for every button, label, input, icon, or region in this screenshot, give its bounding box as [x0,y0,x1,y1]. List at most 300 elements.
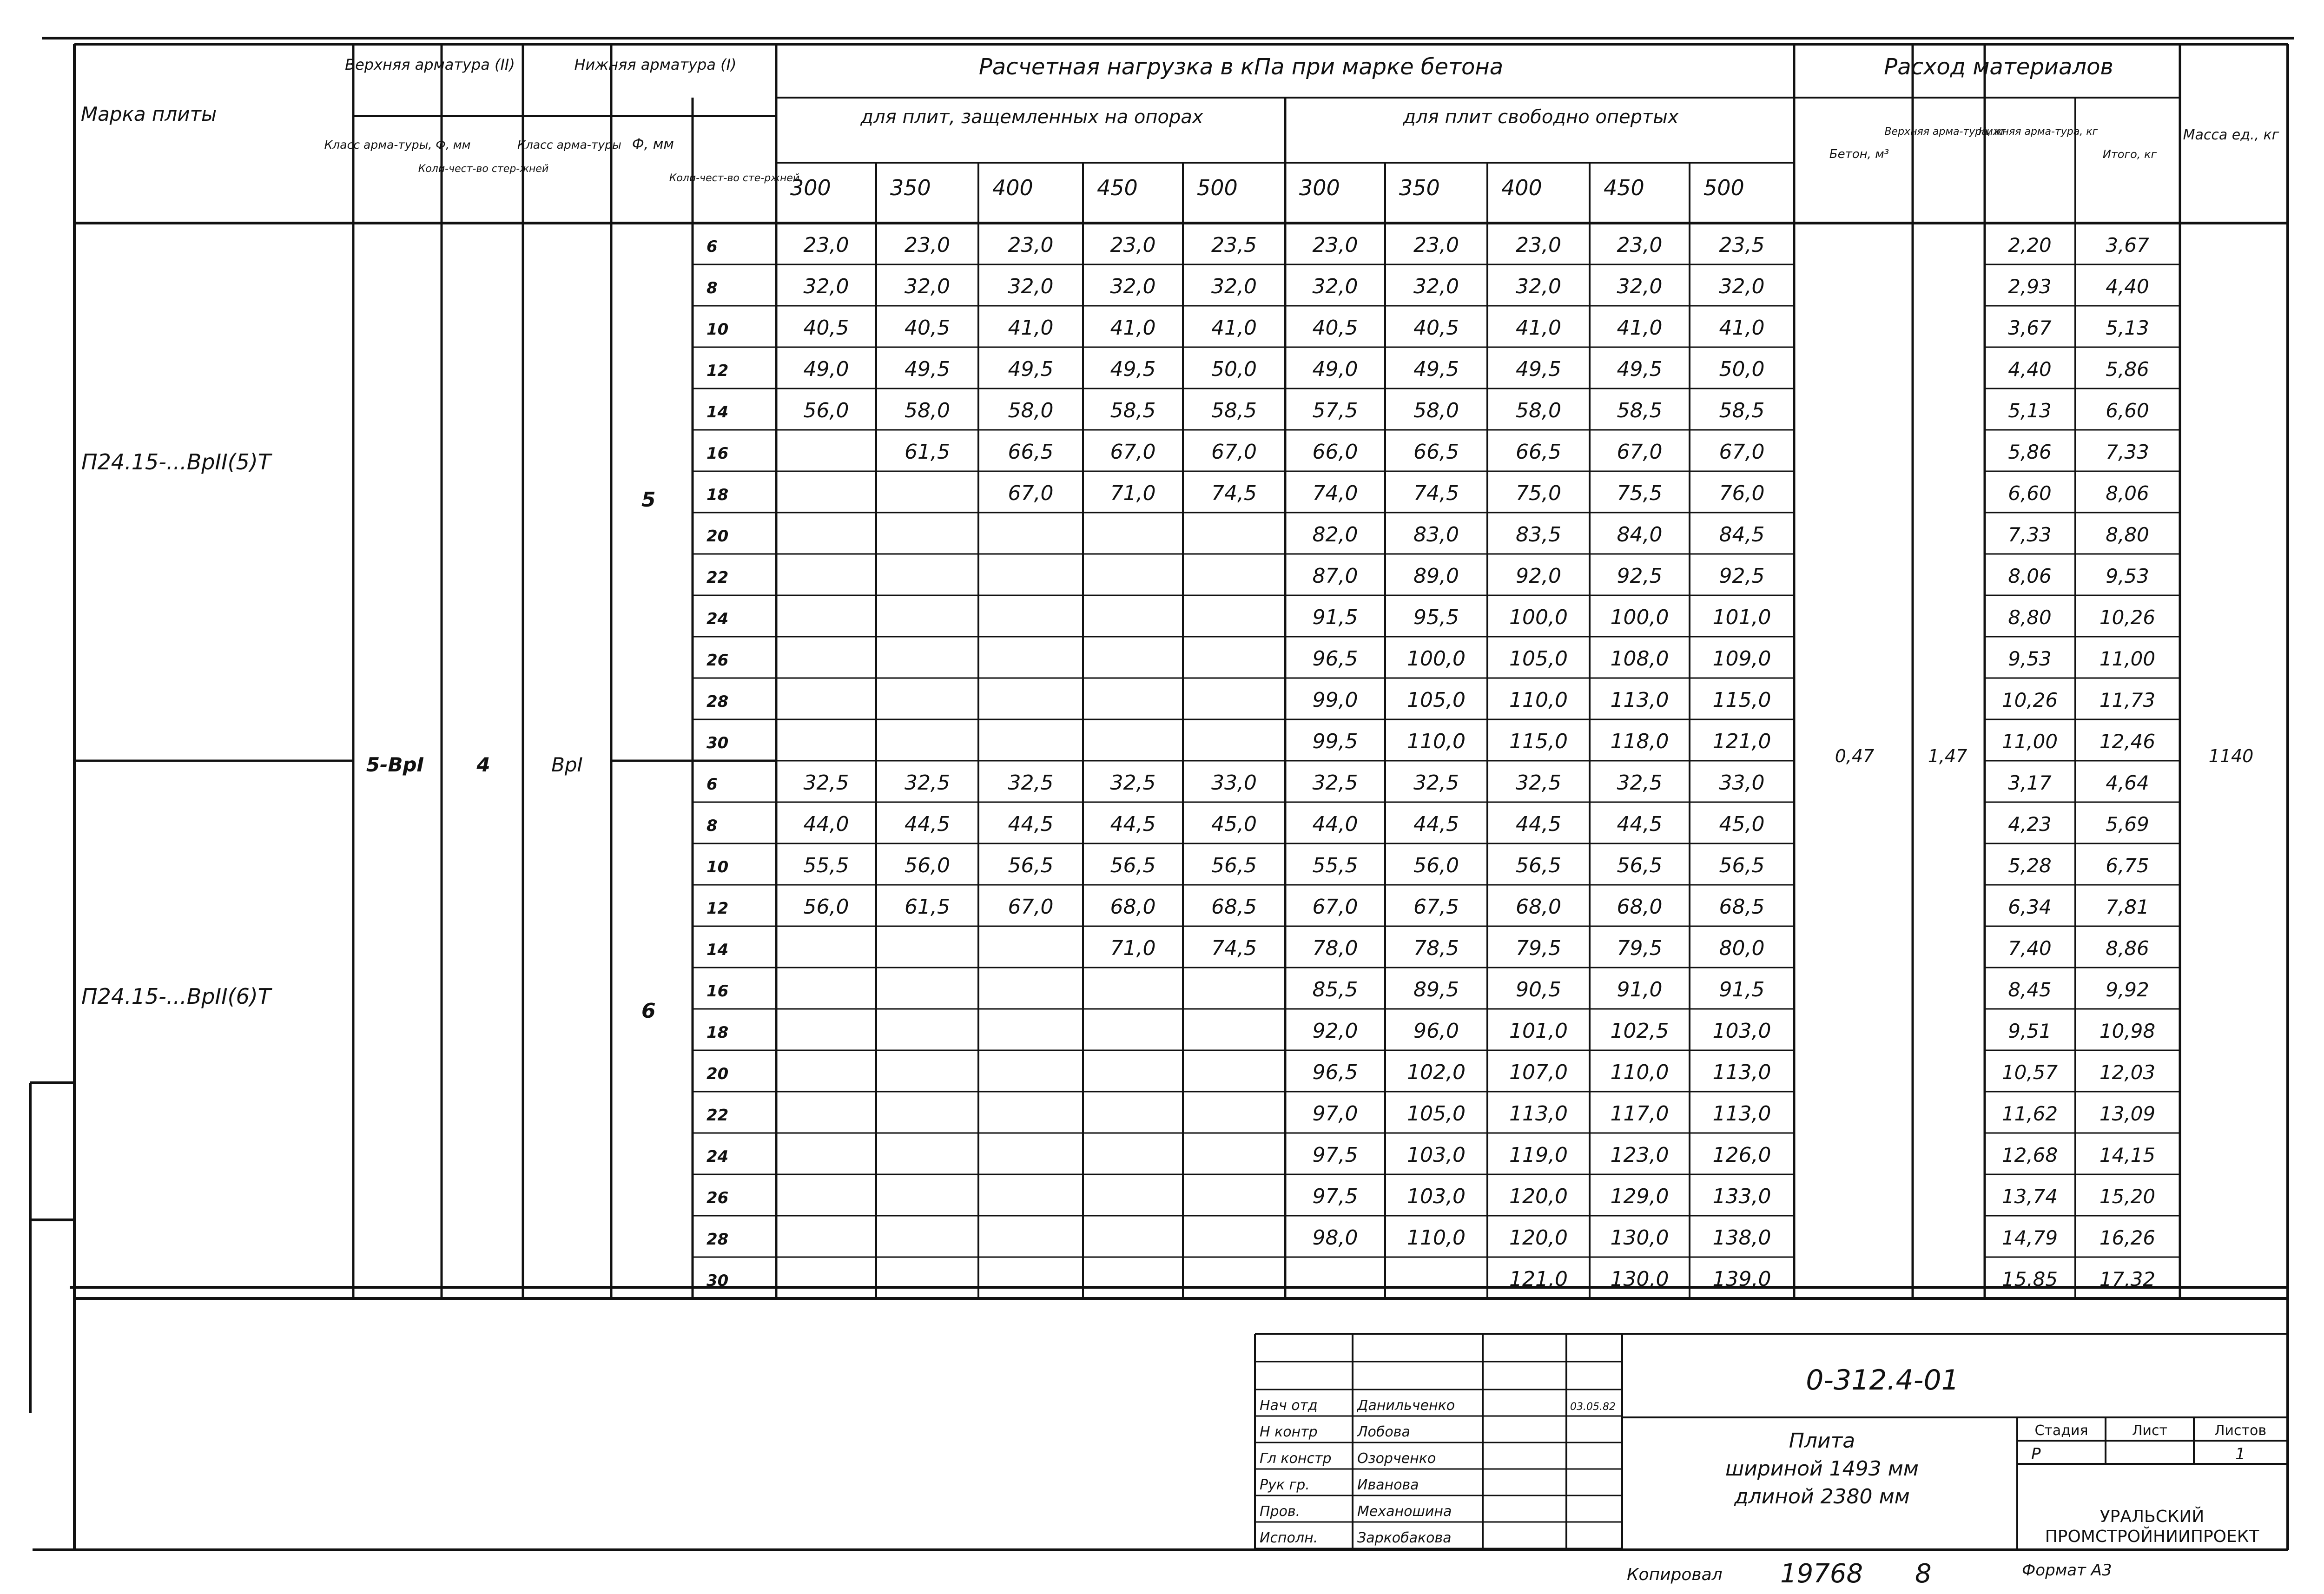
load-free-cell: 121,0 [1712,730,1771,753]
load-free-cell: 32,5 [1617,771,1663,795]
table-header [81,54,2279,184]
load-free-cell: 66,0 [1312,440,1358,464]
sign-role: Рук гр. [1260,1477,1310,1493]
load-free-cell: 23,0 [1312,233,1358,257]
load-free-cell: 32,5 [1516,771,1561,795]
load-clamped-cell: 67,0 [1211,440,1257,464]
load-clamped-cell: 67,0 [1008,481,1054,505]
grade-labels [790,175,1744,200]
load-free-cell: 90,5 [1516,978,1561,1001]
bar-count: 24 [706,610,729,628]
load-clamped-cell: 55,5 [803,854,849,877]
total-cell: 5,86 [2106,358,2149,381]
total-cell: 12,03 [2099,1061,2156,1084]
load-free-cell: 44,5 [1413,812,1459,836]
load-clamped-cell: 68,5 [1211,895,1257,919]
load-free-cell: 92,5 [1617,564,1663,588]
merged-cells [81,449,2253,1023]
load-free-cell: 100,0 [1407,647,1466,671]
bar-count: 20 [706,1065,729,1083]
bar-count: 6 [706,237,718,256]
load-free-cell: 97,0 [1312,1102,1358,1126]
load-free-cell: 126,0 [1712,1143,1771,1167]
bar-count: 14 [706,403,729,422]
load-clamped-cell: 49,5 [905,357,950,381]
load-clamped-cell: 66,5 [1008,440,1054,464]
bar-count: 28 [706,1230,729,1249]
load-free-cell: 113,0 [1712,1060,1771,1084]
stage-value: Р [2031,1445,2041,1463]
load-free-cell: 33,0 [1719,771,1765,795]
total-cell: 10,26 [2099,606,2156,629]
header-upper-class: Класс арма-туры, Ф, мм [324,138,471,151]
load-free-cell: 101,0 [1509,1019,1568,1043]
load-clamped-cell: 56,0 [803,399,849,422]
lower-mat-cell: 7,33 [2008,523,2052,546]
sign-role: Пров. [1260,1503,1301,1520]
load-clamped-cell: 49,0 [803,357,849,381]
load-free-cell: 80,0 [1719,936,1765,960]
load-free-cell: 49,5 [1516,357,1561,381]
load-free-cell: 74,0 [1312,481,1358,505]
lower-mat-cell: 5,13 [2008,399,2052,422]
load-clamped-cell: 23,0 [803,233,849,257]
load-free-cell: 55,5 [1312,854,1358,877]
lower-mat-cell: 4,23 [2008,813,2052,836]
sign-date: 03.05.82 [1570,1401,1616,1413]
load-free-cell: 118,0 [1610,730,1669,753]
total-cell: 4,40 [2106,275,2149,298]
lower-mat-cell: 7,40 [2008,937,2052,960]
load-clamped-cell: 50,0 [1211,357,1257,381]
lower-mat-cell: 8,80 [2008,606,2052,629]
load-clamped-cell: 61,5 [905,895,950,919]
load-free-cell: 78,5 [1413,936,1459,960]
sign-name: Механошина [1357,1503,1452,1520]
concrete-value: 0,47 [1835,746,1875,766]
total-cell: 9,92 [2106,978,2149,1001]
sign-name: Данильченко [1357,1397,1455,1414]
upper-mat-value: 1,47 [1928,746,1967,766]
lower-mat-cell: 2,20 [2008,234,2052,257]
total-cell: 9,53 [2106,565,2149,587]
load-clamped-cell: 56,5 [1008,854,1054,877]
total-cell: 5,69 [2106,813,2149,836]
load-free-cell: 92,5 [1719,564,1765,588]
lower-mat-cell: 5,86 [2008,441,2052,463]
total-cell: 4,64 [2106,771,2149,794]
header-materials: Расход материалов [1884,54,2113,80]
load-clamped-cell: 56,5 [1110,854,1156,877]
header-lower-dia: Ф, мм [632,136,674,152]
load-free-cell: 32,0 [1516,275,1561,298]
grade-free-300: 300 [1299,175,1340,200]
load-free-cell: 91,5 [1719,978,1765,1001]
sign-name: Иванова [1357,1477,1419,1493]
load-clamped-cell: 44,0 [803,812,849,836]
load-free-cell: 84,5 [1719,523,1765,547]
lower-mat-cell: 9,51 [2008,1020,2052,1042]
load-free-cell: 32,0 [1617,275,1663,298]
load-free-cell: 67,0 [1312,895,1358,919]
load-clamped-cell: 45,0 [1211,812,1257,836]
total-cell: 13,09 [2099,1102,2156,1125]
load-free-cell: 41,0 [1719,316,1765,340]
total-cell: 11,73 [2099,689,2156,711]
bar-count: 10 [706,320,729,339]
header-design-load: Расчетная нагрузка в кПа при марке бетона [978,54,1504,80]
total-cell: 12,46 [2099,730,2156,753]
sheets-label: Листов [2214,1423,2267,1439]
lower-mat-cell: 11,00 [2001,730,2058,753]
mass-value: 1140 [2208,746,2254,766]
sign-name: Заркобакова [1357,1530,1452,1546]
title-line-1: Плита [1789,1429,1855,1453]
load-free-cell: 139,0 [1712,1267,1771,1291]
load-clamped-cell: 32,5 [905,771,950,795]
title-line-3: длиной 2380 мм [1734,1485,1910,1508]
load-free-cell: 113,0 [1509,1102,1568,1126]
lower-mat-cell: 5,28 [2008,854,2052,877]
load-free-cell: 87,0 [1312,564,1358,588]
load-clamped-cell: 58,5 [1110,399,1156,422]
load-free-cell: 66,5 [1413,440,1459,464]
load-free-cell: 58,0 [1413,399,1459,422]
sign-role: Гл констр [1260,1450,1332,1467]
sign-role: Нач отд [1260,1397,1318,1414]
sign-name: Лобова [1357,1424,1410,1440]
group2-diameter: 6 [641,999,656,1023]
load-free-cell: 120,0 [1509,1185,1568,1208]
load-free-cell: 105,0 [1407,1102,1466,1126]
load-clamped-cell: 71,0 [1110,936,1156,960]
header-upper-reinf: Верхняя арматура (II) [345,56,515,73]
load-free-cell: 56,5 [1516,854,1561,877]
load-free-cell: 130,0 [1610,1226,1669,1250]
table-grid [74,44,2288,1298]
header-upper-qty: Коли-чест-во стер-жней [418,163,549,175]
lower-mat-cell: 8,45 [2008,978,2052,1001]
load-clamped-cell: 32,0 [1110,275,1156,298]
load-free-cell: 96,0 [1413,1019,1459,1043]
load-free-cell: 123,0 [1610,1143,1669,1167]
load-clamped-cell: 32,0 [803,275,849,298]
load-free-cell: 45,0 [1719,812,1765,836]
grade-clamped-350: 350 [890,175,931,200]
upper-class-value: 5-ВрI [366,753,424,776]
load-free-cell: 101,0 [1712,606,1771,629]
load-clamped-cell: 67,0 [1008,895,1054,919]
load-free-cell: 32,5 [1312,771,1358,795]
load-free-cell: 109,0 [1712,647,1771,671]
load-free-cell: 67,0 [1617,440,1663,464]
lower-class-value: ВрI [551,753,583,776]
load-clamped-cell: 67,0 [1110,440,1156,464]
load-free-cell: 113,0 [1610,688,1669,712]
load-clamped-cell: 41,0 [1211,316,1257,340]
header-lower-qty: Коли-чест-во сте-ржней [669,172,800,184]
load-clamped-cell: 58,0 [905,399,950,422]
load-free-cell: 76,0 [1719,481,1765,505]
lower-mat-cell: 14,79 [2001,1226,2058,1249]
header-lower-mat: Нижняя арма-тура, кг [1978,126,2098,138]
load-free-cell: 119,0 [1509,1143,1568,1167]
load-free-cell: 110,0 [1509,688,1568,712]
org-line-2: ПРОМСТРОЙНИИПРОЕКТ [2045,1527,2259,1546]
bar-count: 8 [706,817,718,835]
bar-count: 8 [706,279,718,297]
bar-count: 20 [706,527,729,546]
load-free-cell: 105,0 [1509,647,1568,671]
bar-count: 16 [706,444,729,463]
lower-mat-cell: 9,53 [2008,647,2052,670]
load-free-cell: 56,5 [1617,854,1663,877]
load-free-cell: 91,5 [1312,606,1358,629]
load-clamped-cell: 33,0 [1211,771,1257,795]
load-free-cell: 56,0 [1413,854,1459,877]
load-clamped-cell: 58,5 [1211,399,1257,422]
load-free-cell: 40,5 [1413,316,1459,340]
load-free-cell: 92,0 [1312,1019,1358,1043]
load-free-cell: 23,5 [1719,233,1765,257]
sign-name: Озорченко [1357,1450,1436,1467]
sign-role: Н контр [1260,1424,1318,1440]
bar-count: 28 [706,692,729,711]
grade-free-450: 450 [1604,175,1644,200]
load-free-cell: 100,0 [1610,606,1669,629]
load-free-cell: 75,5 [1617,481,1663,505]
header-mass: Масса ед., кг [2183,127,2279,143]
total-cell: 8,06 [2106,482,2149,505]
grade-clamped-500: 500 [1197,175,1238,200]
load-free-cell: 49,5 [1617,357,1663,381]
load-free-cell: 96,5 [1312,647,1358,671]
total-cell: 6,60 [2106,399,2149,422]
lower-mat-cell: 4,40 [2008,358,2052,381]
grade-free-400: 400 [1501,175,1542,200]
load-free-cell: 68,0 [1617,895,1663,919]
bar-count: 14 [706,941,729,959]
header-concrete: Бетон, м³ [1829,147,1889,161]
load-clamped-cell: 40,5 [905,316,950,340]
stage-label: Стадия [2034,1423,2088,1439]
load-free-cell: 113,0 [1712,1102,1771,1126]
load-clamped-cell: 74,5 [1211,936,1257,960]
load-free-cell: 75,0 [1516,481,1561,505]
header-upper-mat: Верхняя арма-тура, кг [1884,126,2006,138]
load-free-cell: 99,5 [1312,730,1358,753]
load-clamped-cell: 23,0 [905,233,950,257]
load-free-cell: 130,0 [1610,1267,1669,1291]
total-cell: 7,33 [2106,441,2149,463]
load-free-cell: 83,5 [1516,523,1561,547]
lower-mat-cell: 3,67 [2008,316,2052,339]
load-clamped-cell: 58,0 [1008,399,1054,422]
total-cell: 3,67 [2106,234,2149,257]
load-free-cell: 85,5 [1312,978,1358,1001]
load-free-cell: 32,0 [1413,275,1459,298]
total-cell: 5,13 [2106,316,2149,339]
copied-label: Копировал [1627,1565,1723,1584]
lower-mat-cell: 15,85 [2001,1268,2058,1291]
load-free-cell: 121,0 [1509,1267,1568,1291]
bar-count: 22 [706,1106,729,1125]
load-free-cell: 58,0 [1516,399,1561,422]
bar-count: 22 [706,568,729,587]
grade-free-500: 500 [1703,175,1744,200]
load-free-cell: 110,0 [1407,1226,1466,1250]
load-free-cell: 44,0 [1312,812,1358,836]
load-clamped-cell: 56,5 [1211,854,1257,877]
load-clamped-cell: 56,0 [803,895,849,919]
sheets-value: 1 [2235,1445,2245,1463]
grade-clamped-450: 450 [1097,175,1138,200]
doc-code: 0-312.4-01 [1806,1364,1959,1396]
total-cell: 14,15 [2099,1144,2156,1166]
load-free-cell: 107,0 [1509,1060,1568,1084]
grade-clamped-400: 400 [992,175,1033,200]
load-clamped-cell: 49,5 [1110,357,1156,381]
grade-clamped-300: 300 [790,175,831,200]
load-free-cell: 115,0 [1509,730,1568,753]
load-free-cell: 79,5 [1617,936,1663,960]
upper-qty-value: 4 [476,753,490,776]
load-clamped-cell: 23,0 [1008,233,1054,257]
load-free-cell: 89,0 [1413,564,1459,588]
title-block [1255,1334,2288,1550]
load-free-cell: 82,0 [1312,523,1358,547]
load-free-cell: 56,5 [1719,854,1765,877]
bar-count: 6 [706,775,718,794]
load-free-cell: 44,5 [1617,812,1663,836]
load-free-cell: 57,5 [1312,399,1358,422]
load-clamped-cell: 68,0 [1110,895,1156,919]
bar-count: 26 [706,651,729,670]
load-free-cell: 49,5 [1413,357,1459,381]
load-clamped-cell: 32,5 [803,771,849,795]
bar-count: 16 [706,982,729,1001]
load-clamped-cell: 44,5 [905,812,950,836]
header-lower-class: Класс арма-туры [517,138,621,151]
grade-free-350: 350 [1399,175,1440,200]
load-free-cell: 95,5 [1413,606,1459,629]
header-mark: Марка плиты [80,103,217,125]
load-free-cell: 32,0 [1312,275,1358,298]
lower-mat-cell: 2,93 [2008,275,2052,298]
load-clamped-cell: 74,5 [1211,481,1257,505]
load-free-cell: 41,0 [1617,316,1663,340]
load-clamped-cell: 40,5 [803,316,849,340]
load-free-cell: 91,0 [1617,978,1663,1001]
load-free-cell: 32,0 [1719,275,1765,298]
bar-count: 10 [706,858,729,876]
sign-role: Исполн. [1260,1530,1318,1546]
load-clamped-cell: 41,0 [1008,316,1054,340]
group1-mark: П24.15-...ВрII(5)Т [81,449,271,474]
load-clamped-cell: 71,0 [1110,481,1156,505]
load-clamped-cell: 32,0 [1008,275,1054,298]
load-free-cell: 96,5 [1312,1060,1358,1084]
load-free-cell: 58,5 [1617,399,1663,422]
load-free-cell: 40,5 [1312,316,1358,340]
lower-mat-cell: 3,17 [2008,771,2052,794]
load-clamped-cell: 32,5 [1110,771,1156,795]
load-free-cell: 58,5 [1719,399,1765,422]
load-free-cell: 117,0 [1610,1102,1669,1126]
lower-mat-cell: 13,74 [2001,1185,2058,1208]
load-clamped-cell: 32,0 [905,275,950,298]
load-free-cell: 79,5 [1516,936,1561,960]
load-free-cell: 68,0 [1516,895,1561,919]
org-line-1: УРАЛЬСКИЙ [2100,1507,2205,1526]
total-cell: 7,81 [2106,896,2149,918]
load-free-cell: 44,5 [1516,812,1561,836]
group1-diameter: 5 [641,488,656,512]
bar-count: 26 [706,1189,729,1207]
format-label: Формат А3 [2022,1561,2112,1580]
header-clamped: для плит, защемленных на опорах [860,106,1203,128]
load-free-cell: 99,0 [1312,688,1358,712]
total-cell: 17,32 [2099,1268,2156,1291]
bar-count: 24 [706,1147,729,1166]
bar-count: 12 [706,899,729,918]
load-free-cell: 120,0 [1509,1226,1568,1250]
load-free-cell: 89,5 [1413,978,1459,1001]
load-free-cell: 105,0 [1407,688,1466,712]
lower-mat-cell: 8,06 [2008,565,2052,587]
lower-mat-cell: 12,68 [2001,1144,2058,1166]
load-free-cell: 32,5 [1413,771,1459,795]
bar-count: 30 [706,734,729,752]
page-number: 8 [1915,1559,1932,1589]
total-cell: 15,20 [2099,1185,2156,1208]
load-free-cell: 103,0 [1712,1019,1771,1043]
load-free-cell: 92,0 [1516,564,1561,588]
bar-count: 12 [706,362,729,380]
bar-count: 30 [706,1271,729,1290]
load-free-cell: 67,5 [1413,895,1459,919]
load-free-cell: 129,0 [1610,1185,1669,1208]
load-free-cell: 97,5 [1312,1143,1358,1167]
load-free-cell: 83,0 [1413,523,1459,547]
load-free-cell: 110,0 [1407,730,1466,753]
total-cell: 11,00 [2099,647,2156,670]
load-clamped-cell: 49,5 [1008,357,1054,381]
total-cell: 6,75 [2106,854,2149,877]
load-free-cell: 102,5 [1610,1019,1669,1043]
group2-mark: П24.15-...ВрII(6)Т [81,984,271,1009]
header-free: для плит свободно опертых [1403,106,1679,128]
load-free-cell: 103,0 [1407,1143,1466,1167]
lower-mat-cell: 11,62 [2001,1102,2058,1125]
load-free-cell: 66,5 [1516,440,1561,464]
load-clamped-cell: 41,0 [1110,316,1156,340]
lower-mat-cell: 10,26 [2001,689,2058,711]
load-free-cell: 50,0 [1719,357,1765,381]
load-clamped-cell: 56,0 [905,854,950,877]
load-free-cell: 67,0 [1719,440,1765,464]
load-free-cell: 49,0 [1312,357,1358,381]
footer [1627,1559,2112,1589]
lower-mat-cell: 10,57 [2001,1061,2058,1084]
sheet-label: Лист [2132,1423,2168,1439]
bar-count: 18 [706,486,729,504]
copy-number: 19768 [1780,1559,1863,1589]
bar-count: 18 [706,1023,729,1042]
total-cell: 8,86 [2106,937,2149,960]
load-free-cell: 84,0 [1617,523,1663,547]
load-free-cell: 23,0 [1413,233,1459,257]
